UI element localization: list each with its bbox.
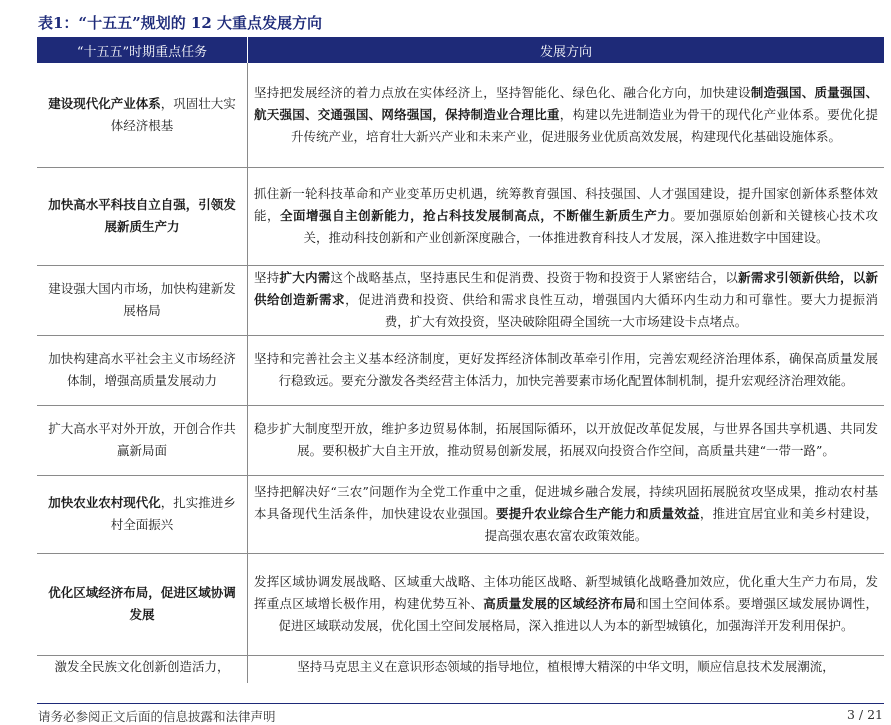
direction-text: 和国土空间体系。要增强区域发展协调性，促进区域联动发展，优化国土空间发展格局，深入推进以人为本的新型城镇化，加强海洋开发利用保护。 (278, 596, 878, 633)
task-cell (37, 405, 248, 475)
task-text: 建设强大国内市场，加快构建新发展格局 (48, 281, 236, 318)
highlight-text: 制造强国、质量强国、航天强国、交通强国、网络强国，保持制造业合理比重 (254, 84, 878, 122)
task-cell (37, 475, 248, 553)
direction-cell (248, 335, 885, 405)
task-cell (37, 63, 248, 167)
direction-text: 坚持 (254, 270, 280, 285)
task-text: 加快农业农村现代化 (48, 495, 161, 510)
direction-text: ，促进消费和投资、供给和需求良性互动，增强国内大循环内生动力和可靠性。要大力提振消费，扩大有效投资，坚决破除阻碍全国统一大市场建设卡点堵点。 (345, 292, 878, 329)
task-cell (37, 335, 248, 405)
direction-cell (248, 167, 885, 265)
direction-cell (248, 655, 885, 683)
table-row (37, 405, 884, 475)
table-header-row (37, 37, 884, 63)
priorities-table (37, 37, 884, 683)
task-text: 优化区域经济布局，促进区域协调发展 (48, 585, 236, 622)
task-text: ，巩固壮大实体经济根基 (110, 95, 236, 133)
highlight-text: 要提升农业综合生产能力和质量效益 (496, 506, 700, 521)
task-cell (37, 265, 248, 335)
column-header-direction: 发展方向 (248, 37, 885, 63)
table-row (37, 63, 884, 167)
direction-text: 坚持把解决好“三农”问题作为全党工作重中之重，促进城乡融合发展，持续巩固拓展脱贫攻坚成果，推动农村基本具备现代生活条件，加快建设农业强国。 (254, 484, 878, 521)
highlight-text: 全面增强自主创新能力，抢占科技发展制高点，不断催生新质生产力 (280, 208, 671, 223)
highlight-text: 新需求引领新供给，以新供给创造新需求 (254, 270, 878, 307)
direction-cell (248, 405, 885, 475)
table-row (37, 655, 884, 683)
column-header-task: “十五五”时期重点任务 (37, 37, 248, 63)
direction-text: 发挥区域协调发展战略、区域重大战略、主体功能区战略、新型城镇化战略叠加效应，优化重大生产力布局，发挥重点区域增长极作用，构建优势互补、 (254, 574, 878, 611)
table-row (37, 475, 884, 553)
table-row (37, 167, 884, 265)
task-text: 加快高水平科技自立自强，引领发展新质生产力 (48, 197, 236, 234)
table-row (37, 553, 884, 655)
direction-text: ，推进宜居宜业和美乡村建设，提高强农惠农富农政策效能。 (484, 506, 878, 543)
footer-divider (37, 703, 884, 704)
task-cell (37, 655, 248, 683)
table-row (37, 335, 884, 405)
highlight-text: 高质量发展的区域经济布局 (483, 596, 637, 611)
table-row (37, 265, 884, 335)
direction-text: 这个战略基点，坚持惠民生和促消费、投资于物和投资于人紧密结合，以 (330, 270, 739, 285)
table-title: 表1：“十五五”规划的 12 大重点发展方向 (38, 14, 323, 32)
direction-text: 坚持把发展经济的着力点放在实体经济上，坚持智能化、绿色化、融合化方向，加快建设 (254, 84, 751, 100)
direction-text: 坚持马克思主义在意识形态领域的指导地位，植根博大精深的中华文明，顺应信息技术发展潮流， (297, 658, 835, 674)
direction-cell (248, 475, 885, 553)
direction-text: ，构建以先进制造业为骨干的现代化产业体系。要优化提升传统产业，培育壮大新兴产业和未来产业，促进服务业优质高效发展，构建现代化基础设施体系。 (290, 106, 878, 144)
task-text: 扩大高水平对外开放，开创合作共赢新局面 (48, 421, 236, 458)
page-number: 3 / 21 (846, 707, 883, 722)
direction-cell (248, 63, 885, 167)
direction-text: 抓住新一轮科技革命和产业变革历史机遇，统筹教育强国、科技强国、人才强国建设，提升国家创新体系整体效能， (254, 186, 878, 223)
direction-text: 坚持和完善社会主义基本经济制度，更好发挥经济体制改革牵引作用，完善宏观经济治理体系，确保高质量发展行稳致远。要充分激发各类经营主体活力，加快完善要素市场化配置体制机制，提升宏观经济治理效能。 (254, 351, 878, 388)
direction-text: 稳步扩大制度型开放，维护多边贸易体制，拓展国际循环，以开放促改革促发展，与世界各国共享机遇、共同发展。要积极扩大自主开放，推动贸易创新发展，拓展双向投资合作空间，高质量共建“一带一路”。 (254, 421, 878, 458)
direction-cell (248, 553, 885, 655)
disclaimer-note: 请务必参阅正文后面的信息披露和法律声明 (38, 709, 276, 724)
direction-cell (248, 265, 885, 335)
task-text: 加快构建高水平社会主义市场经济体制，增强高质量发展动力 (48, 351, 236, 388)
task-text: 建设现代化产业体系 (48, 95, 161, 111)
task-text: 激发全民族文化创新创造活力， (54, 658, 230, 674)
highlight-text: 扩大内需 (279, 270, 331, 285)
direction-text: 。要加强原始创新和关键核心技术攻关，推动科技创新和产业创新深度融合，一体推进教育科技人才发展，深入推进数字中国建设。 (303, 208, 878, 245)
task-cell (37, 167, 248, 265)
task-text: ，扎实推进乡村全面振兴 (110, 495, 236, 532)
task-cell (37, 553, 248, 655)
table-body (37, 63, 884, 683)
